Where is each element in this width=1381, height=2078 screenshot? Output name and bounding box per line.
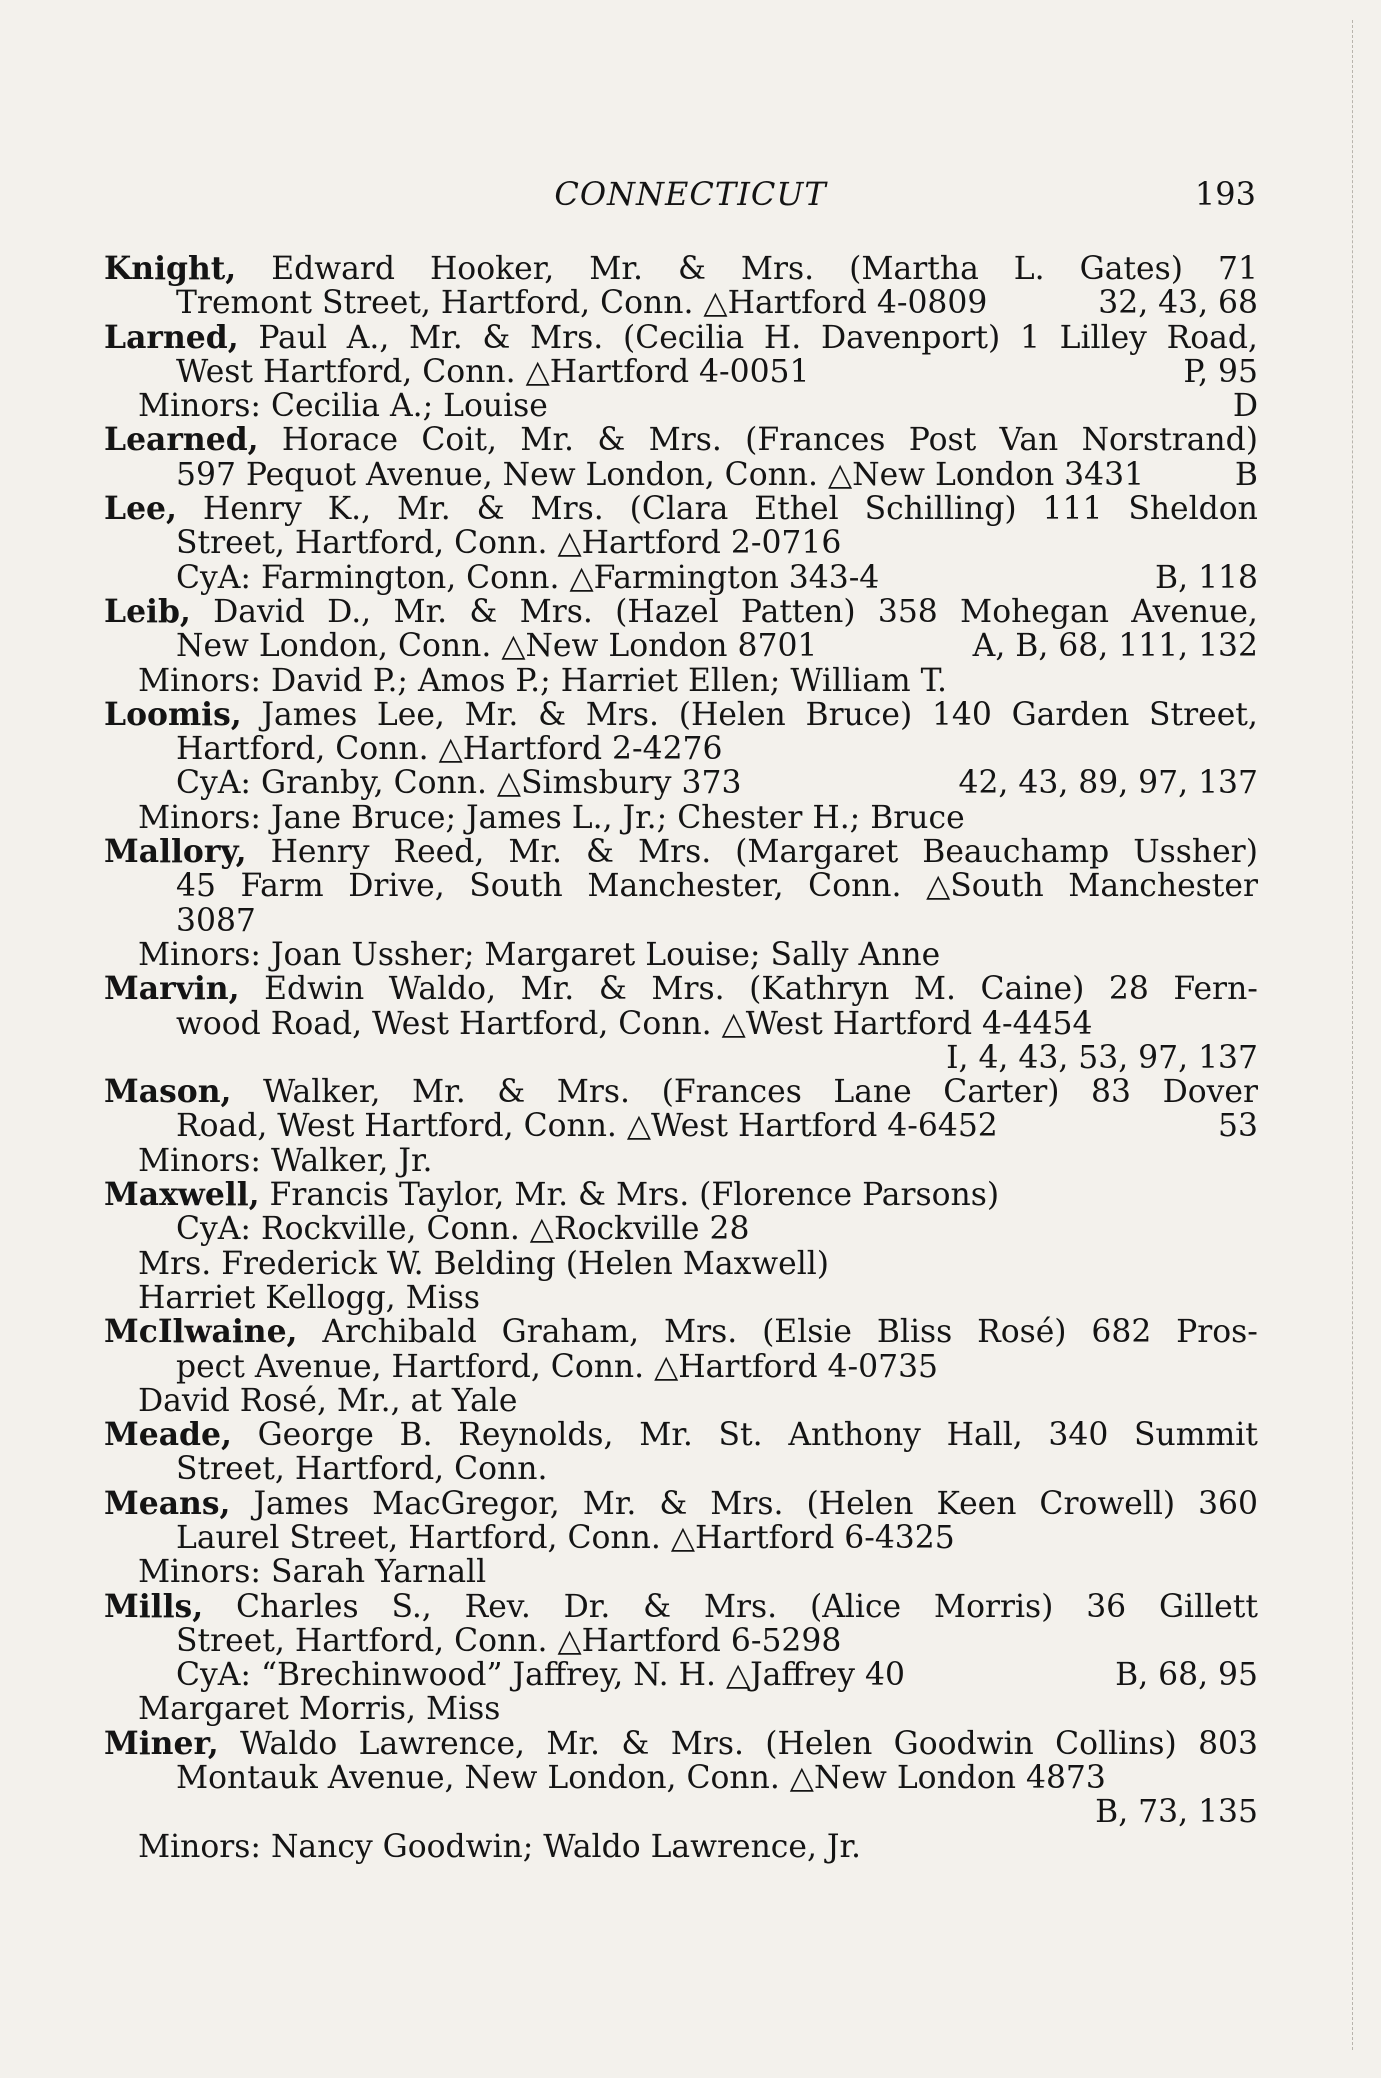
entry-word: Goodwin <box>893 1726 1034 1762</box>
entry-word: Manchester <box>1068 869 1258 904</box>
entry-text <box>138 389 548 423</box>
entry-text-body: Minors: David P.; Amos P.; Harriet Ellen; William T. <box>138 663 947 698</box>
directory-entry <box>104 492 1258 595</box>
entry-line <box>104 1144 1258 1178</box>
entry-word: △South <box>926 869 1044 904</box>
entry-word: & <box>476 492 505 527</box>
entry-word: 111 <box>1042 492 1103 527</box>
entry-word: D., <box>327 594 372 630</box>
entry-surname: Knight, <box>104 252 237 287</box>
entry-word: Carter) <box>943 1075 1060 1110</box>
entry-codes: 42, 43, 89, 97, 137 <box>958 766 1258 801</box>
entry-word: 682 <box>1091 1315 1152 1350</box>
entry-line <box>104 698 1258 732</box>
running-title: CONNECTICUT <box>554 175 827 213</box>
entry-text-body: David Rosé, Mr., at Yale <box>138 1383 518 1419</box>
entry-word: Graham, <box>501 1315 640 1350</box>
entry-word: H. <box>763 320 802 355</box>
entry-word: Garden <box>1011 697 1130 733</box>
entry-word: Rev. <box>464 1589 531 1624</box>
entry-word: Dr. <box>563 1589 611 1624</box>
entry-word: Mrs. <box>670 1726 744 1762</box>
entry-word: Edward <box>271 252 395 287</box>
entry-word: Walker, <box>263 1075 381 1110</box>
entry-line <box>104 1075 1258 1109</box>
entry-surname: Learned, <box>104 423 259 458</box>
entry-surname: McIlwaine, <box>104 1315 298 1350</box>
entry-word: Van <box>999 423 1059 458</box>
entry-codes: I, 4, 43, 53, 97, 137 <box>946 1040 1258 1076</box>
entry-line <box>104 1178 1258 1212</box>
entry-line <box>104 1487 1258 1521</box>
entry-word: Mrs. <box>710 1486 784 1521</box>
entry-word: (Martha <box>849 252 979 287</box>
entry-line <box>104 1795 1258 1829</box>
entry-line <box>104 1247 1258 1281</box>
entry-word: Mrs. <box>519 594 593 630</box>
entry-line <box>104 286 1258 320</box>
entry-line <box>104 1418 1258 1452</box>
entry-word: Mrs. <box>637 835 712 870</box>
entry-word: & <box>598 972 627 1007</box>
entry-codes: B, 118 <box>1155 560 1258 595</box>
entry-surname: Larned, <box>104 320 239 355</box>
directory-entry <box>104 1075 1258 1178</box>
entry-surname: Mills, <box>104 1589 204 1624</box>
entry-line <box>104 1041 1258 1075</box>
entry-word: K., <box>327 492 372 527</box>
entry-word: Mr. <box>582 1486 637 1521</box>
entry-codes: B <box>1234 457 1258 493</box>
directory-entry <box>104 1487 1258 1590</box>
entry-line <box>104 835 1258 869</box>
entry-text-body: Minors: Joan Ussher; Margaret Louise; Sally Anne <box>138 937 941 973</box>
entry-word: David <box>213 594 305 630</box>
entry-word: A., <box>346 320 390 355</box>
entry-word: Mohegan <box>960 594 1109 630</box>
entry-text-body: CyA: Granby, Conn. △Simsbury 373 <box>176 766 742 801</box>
entry-word: 140 <box>931 697 992 733</box>
entry-text-body: Road, West Hartford, Conn. △West Hartford 4-6452 <box>176 1109 998 1144</box>
entry-word: Paul <box>258 320 327 355</box>
entry-word: Summit <box>1134 1418 1258 1453</box>
entry-codes: B, 68, 95 <box>1115 1658 1258 1693</box>
entry-surname: Meade, <box>104 1418 232 1453</box>
entry-text-body: Harriet Kellogg, Miss <box>138 1280 481 1316</box>
entry-word: Crowell) <box>1039 1486 1176 1521</box>
entry-line <box>104 801 1258 835</box>
entry-word: Avenue, <box>1131 594 1258 630</box>
entry-word: Waldo <box>240 1726 338 1762</box>
entry-codes: 32, 43, 68 <box>1098 286 1258 321</box>
entry-word: (Alice <box>809 1589 902 1624</box>
entry-line <box>104 423 1258 457</box>
entry-surname: Mallory, <box>104 835 247 870</box>
entry-line <box>104 355 1258 389</box>
entry-line <box>104 766 1258 800</box>
entry-word: Mrs. <box>530 492 604 527</box>
entry-line <box>104 1624 1258 1658</box>
entry-word: 803 <box>1198 1726 1258 1762</box>
entry-text <box>176 458 1144 492</box>
entry-word: Patten) <box>740 594 856 630</box>
entry-word: Post <box>908 423 977 458</box>
entry-line <box>104 664 1258 698</box>
entry-text-body: CyA: Farmington, Conn. △Farmington 343-4 <box>176 560 880 595</box>
entry-text-body: Montauk Avenue, New London, Conn. △New London 4873 <box>176 1761 1106 1796</box>
entry-word: Conn. <box>808 869 902 904</box>
entry-word: Morris) <box>933 1589 1054 1624</box>
entry-word: Drive, <box>348 869 445 904</box>
entry-word: Schilling) <box>864 492 1017 527</box>
entry-word: & <box>482 320 511 355</box>
entry-line <box>104 1350 1258 1384</box>
entry-word: Mr. <box>412 1075 466 1110</box>
entry-text-body: pect Avenue, Hartford, Conn. △Hartford 4-0735 <box>176 1349 939 1384</box>
entry-text <box>176 1109 998 1143</box>
entry-word: Street, <box>1149 697 1258 733</box>
entry-text-body: Minors: Jane Bruce; James L., Jr.; Chester H.; Bruce <box>138 800 965 836</box>
entry-text-body: Francis Taylor, Mr. & Mrs. (Florence Parsons) <box>259 1178 1000 1213</box>
entry-line <box>104 1212 1258 1246</box>
entry-word: & <box>497 1075 526 1110</box>
entry-line <box>104 561 1258 595</box>
entry-surname: Mason, <box>104 1075 232 1110</box>
entry-codes: P, 95 <box>1183 354 1258 390</box>
entry-codes: 53 <box>1218 1109 1258 1144</box>
entry-line <box>104 1692 1258 1726</box>
entry-word: Mrs. <box>530 320 604 355</box>
entry-line <box>104 904 1258 938</box>
entry-word: Waldo, <box>388 972 497 1007</box>
entry-word: Lane <box>833 1075 912 1110</box>
entry-line <box>104 321 1258 355</box>
entry-word: Henry <box>270 835 370 870</box>
entry-text-body: Street, Hartford, Conn. △Hartford 6-5298 <box>176 1623 842 1659</box>
page-number: 193 <box>1194 175 1256 213</box>
entry-text-body: West Hartford, Conn. △Hartford 4-0051 <box>176 354 810 390</box>
entry-word: Reynolds, <box>458 1418 614 1453</box>
entry-word: & <box>586 835 614 870</box>
entry-surname: Loomis, <box>104 697 242 733</box>
entry-word: Ussher) <box>1133 835 1258 870</box>
entry-line <box>104 938 1258 972</box>
entry-word: Sheldon <box>1128 492 1258 527</box>
directory-entry <box>104 972 1258 1075</box>
entry-word: & <box>643 1589 672 1624</box>
entry-word: Mr. <box>409 320 463 355</box>
page-header <box>0 170 1381 218</box>
entry-word: Rosé) <box>977 1315 1067 1350</box>
entry-word: Farm <box>240 869 324 904</box>
entry-word: Gates) <box>1079 252 1183 287</box>
entry-word: Charles <box>235 1589 359 1624</box>
entry-word: 360 <box>1198 1486 1258 1521</box>
entry-line <box>104 1590 1258 1624</box>
entry-text-body: Laurel Street, Hartford, Conn. △Hartford 6-4325 <box>176 1520 955 1556</box>
entry-line <box>104 1384 1258 1418</box>
page-edge-mark <box>1352 20 1353 2050</box>
entry-word: S., <box>391 1589 432 1624</box>
entry-word: & <box>469 594 498 630</box>
entry-word: Mr. <box>589 252 643 287</box>
directory-entry <box>104 1590 1258 1727</box>
entry-word: George <box>257 1418 374 1453</box>
entry-line <box>104 389 1258 423</box>
entry-text-body: Mrs. Frederick W. Belding (Helen Maxwell) <box>138 1246 830 1281</box>
entry-line <box>104 526 1258 560</box>
entry-line <box>104 732 1258 766</box>
entry-surname: Means, <box>104 1486 231 1521</box>
entry-text <box>176 355 809 389</box>
entry-word: Beauchamp <box>922 835 1110 870</box>
entry-word: Mrs. <box>556 1075 631 1110</box>
entry-word: Hooker, <box>429 252 555 287</box>
entry-codes: A, B, 68, 111, 132 <box>972 629 1258 664</box>
entry-text-body: Minors: Nancy Goodwin; Waldo Lawrence, Jr. <box>138 1829 862 1864</box>
entry-word: Mr. <box>546 1726 601 1762</box>
directory-entry <box>104 1315 1258 1418</box>
entry-word: Keen <box>936 1486 1017 1521</box>
entry-word: Bruce) <box>805 697 913 733</box>
entry-word: Mr. <box>520 423 574 458</box>
entry-word: Reed, <box>393 835 485 870</box>
entry-word: 340 <box>1048 1418 1109 1453</box>
entry-surname: Maxwell, <box>104 1178 260 1213</box>
entry-line <box>104 869 1258 903</box>
entry-word: Horace <box>281 423 399 458</box>
directory-entry <box>104 835 1258 972</box>
entry-word: James <box>253 1486 350 1521</box>
entry-line <box>104 1658 1258 1692</box>
entry-word: Mr. <box>520 972 575 1007</box>
entry-surname: Lee, <box>104 492 177 527</box>
entry-text-body: Minors: Sarah Yarnall <box>138 1555 487 1590</box>
entry-word: 1 <box>1019 320 1040 355</box>
entry-line <box>104 1452 1258 1486</box>
entry-word: & <box>597 423 626 458</box>
entry-word: (Frances <box>661 1075 802 1110</box>
entry-text-body: Minors: Walker, Jr. <box>138 1143 433 1179</box>
entry-surname: Miner, <box>104 1726 219 1762</box>
entry-text-body: Margaret Morris, Miss <box>138 1692 501 1727</box>
entry-word: B. <box>399 1418 433 1453</box>
entry-word: Dover <box>1162 1075 1258 1110</box>
entry-word: Lee, <box>376 697 445 733</box>
directory-entry <box>104 321 1258 424</box>
entry-word: Mr. <box>393 594 448 630</box>
entry-word: M. <box>913 972 956 1007</box>
entry-word: Henry <box>202 492 302 527</box>
entry-word: Mr. <box>508 835 563 870</box>
entry-word: 83 <box>1091 1075 1131 1110</box>
entry-word: Anthony <box>788 1418 921 1453</box>
entry-word: L. <box>1013 252 1045 287</box>
directory-entry <box>104 1178 1258 1315</box>
entry-codes: D <box>1232 389 1258 424</box>
entry-text <box>176 286 987 320</box>
entry-word: Mrs. <box>648 423 722 458</box>
entry-line <box>104 1727 1258 1761</box>
entry-word: Coit, <box>421 423 497 458</box>
directory-entries <box>104 252 1258 1864</box>
entry-line <box>104 1830 1258 1864</box>
entry-word: Hall, <box>946 1418 1023 1453</box>
entry-text <box>176 561 879 595</box>
entry-word: Davenport) <box>820 320 1001 355</box>
entry-word: & <box>621 1726 650 1762</box>
entry-line <box>104 252 1258 286</box>
entry-word: (Helen <box>806 1486 914 1521</box>
directory-entry <box>104 423 1258 492</box>
entry-word: 71 <box>1217 252 1258 287</box>
entry-text <box>176 766 741 800</box>
entry-word: & <box>677 252 706 287</box>
entry-text <box>176 629 817 663</box>
entry-word: Pros- <box>1176 1315 1258 1350</box>
entry-word: James <box>261 697 358 733</box>
entry-word: 36 <box>1086 1589 1127 1624</box>
entry-surname: Leib, <box>104 594 191 630</box>
entry-word: Mr. <box>639 1418 693 1453</box>
entry-word: (Kathryn <box>749 972 890 1007</box>
entry-word: Mrs. <box>703 1589 778 1624</box>
entry-word: 45 <box>176 869 216 904</box>
entry-word: Gillett <box>1158 1589 1258 1624</box>
entry-word: Lilley <box>1059 320 1147 355</box>
directory-entry <box>104 1418 1258 1487</box>
entry-surname: Marvin, <box>104 972 240 1007</box>
entry-text-body: wood Road, West Hartford, Conn. △West Hartford 4-4454 <box>176 1006 1093 1041</box>
entry-line <box>104 1281 1258 1315</box>
directory-entry <box>104 595 1258 698</box>
entry-word: (Clara <box>629 492 729 527</box>
entry-text-body: 597 Pequot Avenue, New London, Conn. △New London 3431 <box>176 457 1145 493</box>
entry-text-body: Street, Hartford, Conn. <box>176 1452 548 1487</box>
entry-word: Fern- <box>1173 972 1258 1007</box>
entry-word: (Helen <box>678 697 786 733</box>
entry-line <box>104 1555 1258 1589</box>
entry-line <box>104 1109 1258 1143</box>
entry-text-body: CyA: “Brechinwood” Jaffrey, N. H. △Jaffrey 40 <box>176 1658 905 1693</box>
entry-word: Norstrand) <box>1081 423 1258 458</box>
entry-codes: B, 73, 135 <box>1095 1795 1258 1830</box>
entry-word: South <box>469 869 563 904</box>
entry-word: Mrs. <box>651 972 725 1007</box>
entry-line <box>104 458 1258 492</box>
entry-text-body: CyA: Rockville, Conn. △Rockville 28 <box>176 1212 750 1247</box>
entry-word: MacGregor, <box>372 1486 560 1521</box>
entry-word: Road, <box>1166 320 1258 355</box>
entry-text-body: Street, Hartford, Conn. △Hartford 2-0716 <box>176 526 842 561</box>
entry-word: Mr. <box>397 492 451 527</box>
directory-entry <box>104 1727 1258 1864</box>
entry-line <box>104 629 1258 663</box>
entry-text <box>176 1658 905 1692</box>
directory-entry <box>104 698 1258 835</box>
entry-word: 358 <box>877 594 938 630</box>
entry-word: & <box>659 1486 688 1521</box>
entry-word: (Frances <box>745 423 886 458</box>
entry-word: Archibald <box>322 1315 477 1350</box>
entry-word: Mrs. <box>585 697 659 733</box>
entry-word: Bliss <box>876 1315 953 1350</box>
entry-word: Ethel <box>754 492 839 527</box>
entry-text-body: Tremont Street, Hartford, Conn. △Hartford 4-0809 <box>176 286 988 321</box>
entry-text-body: 3087 <box>176 903 256 938</box>
entry-word: Mrs. <box>740 252 815 287</box>
entry-line <box>104 595 1258 629</box>
entry-word: Caine) <box>980 972 1085 1007</box>
entry-word: St. <box>718 1418 763 1453</box>
entry-line <box>104 1761 1258 1795</box>
entry-word: (Margaret <box>735 835 899 870</box>
entry-line <box>104 1521 1258 1555</box>
directory-entry <box>104 252 1258 321</box>
entry-word: Edwin <box>264 972 365 1007</box>
entry-word: (Elsie <box>762 1315 852 1350</box>
entry-line <box>104 492 1258 526</box>
entry-text-body: Minors: Cecilia A.; Louise <box>138 389 548 424</box>
entry-word: Mr. <box>464 697 519 733</box>
entry-word: Lawrence, <box>358 1726 526 1762</box>
entry-word: (Helen <box>765 1726 873 1762</box>
entry-word: Collins) <box>1055 1726 1177 1762</box>
entry-line <box>104 972 1258 1006</box>
entry-line <box>104 1007 1258 1041</box>
entry-word: 28 <box>1108 972 1149 1007</box>
entry-word: (Hazel <box>615 594 719 630</box>
entry-word: Mrs. <box>663 1315 738 1350</box>
entry-text-body: New London, Conn. △New London 8701 <box>176 629 818 664</box>
entry-word: (Cecilia <box>622 320 745 355</box>
entry-word: & <box>538 697 567 733</box>
entry-line <box>104 1315 1258 1349</box>
entry-text-body: Hartford, Conn. △Hartford 2-4276 <box>176 732 723 767</box>
entry-word: Manchester, <box>587 869 784 904</box>
